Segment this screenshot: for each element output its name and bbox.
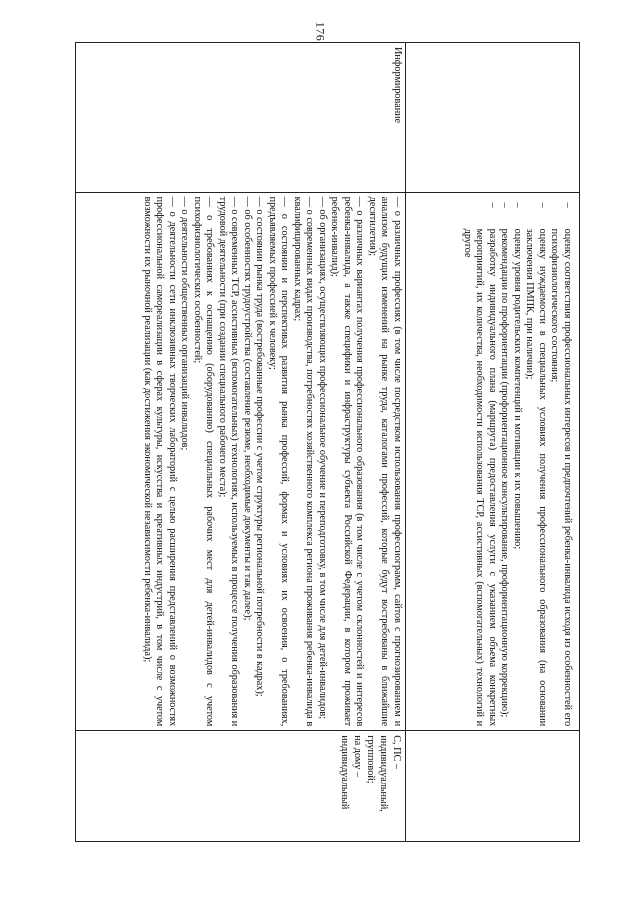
form-line: С, ПС – xyxy=(391,735,402,769)
list-item: — о различных профессиях (в том числе посредством использования профессиограмм, сайтов с прогнозированием и анализом будущих изменений на рынке труда, каталогами профессий, которые будут востребованы в ближайшие десятилетия); xyxy=(367,196,403,727)
table-row xyxy=(405,43,579,841)
list-item: – рекомендации по профориентации (профориентационное консультирование, профориентационную коррекцию); xyxy=(499,202,511,718)
list-item: – оценку соответствия профессиональных интересов и предпочтений ребенка-инвалида исходя из особенностей его психофизиологического состояния; xyxy=(549,202,573,727)
list-item: – оценку уровня родительских компетенций и мотивации к их повышению; xyxy=(512,202,523,550)
list-item: — о различных вариантах получения профессионального образования (в том числе с учетом склонностей и интересов ребенка-инвалида, а также специфики и инфраструктуры субъекта Российской Федерации, в котором проживает ребенок-инвалид); xyxy=(329,196,366,727)
list-item: — об особенностях трудоустройства (составление резюме, необходимые документы и так далее); xyxy=(242,196,253,621)
table-row xyxy=(76,43,405,841)
list-item: — об организациях, осуществляющих профессиональное обучение и переподготовку, в том числе для детей-инвалидов; xyxy=(317,196,328,720)
form-line: индивидуальный, xyxy=(378,735,389,812)
list-item: — о деятельности сети инклюзивных творческих лабораторий с целью расширения представлений о возможностях профессиональной самореализации в сферах культуры, искусства и креативных индустрий, в том числе с учетом возможности их рыночной реализации (как достижения экономической независимости ребенка-инвалида); xyxy=(142,196,178,727)
list-item: — о деятельности общественных организаций инвалидов; xyxy=(179,196,191,451)
list-item: – разработку индивидуального плана (маршрута) предоставления услуги с указанием объема конкретных мероприятий, их количества, необходимости использования ТСР, ассистивных (вспомогательных) технологий и другое xyxy=(462,202,498,727)
service-content-cell xyxy=(76,193,405,732)
list-item: – оценку нуждаемости в специальных условиях получения профессионального образования (на основании заключения ПМПК, при наличии); xyxy=(524,202,548,727)
form-line: индивидуальный xyxy=(339,735,350,810)
service-name-cell xyxy=(406,43,579,193)
page-number: 176 xyxy=(313,21,328,42)
service-form-cell xyxy=(406,731,579,841)
service-content-cell xyxy=(406,193,579,732)
service-name-cell: Информирование xyxy=(76,43,405,193)
form-line: групповой; xyxy=(365,735,376,784)
assessment-list xyxy=(461,197,574,727)
list-item: — о состоянии и перспективах развития рынка профессий, формах и условиях их освоения, о требованиях, предъявляемых профессией к человеку; xyxy=(267,196,291,727)
list-item: — о состоянии рынка труда (востребованные профессии с учетом структуры региональной потребности в кадрах); xyxy=(254,196,266,697)
list-item: — о современных ТСР, ассистивных (вспомогательных) технологиях, используемых в процессе получения образования и трудовой деятельности (при создании специального рабочего места); xyxy=(217,196,241,727)
rehabilitation-table xyxy=(75,42,580,842)
form-line: на дому – xyxy=(352,735,363,778)
service-form-cell xyxy=(76,731,405,841)
list-item: — о требованиях к оснащению (оборудованию) специальных рабочих мест для детей-инвалидов с учетом психофизиологических особенностей; xyxy=(192,196,216,727)
list-item: — о современных видах производства, потребностях хозяйственного комплекса региона проживания ребенка-инвалида в квалифицированных кадрах; xyxy=(292,196,316,727)
